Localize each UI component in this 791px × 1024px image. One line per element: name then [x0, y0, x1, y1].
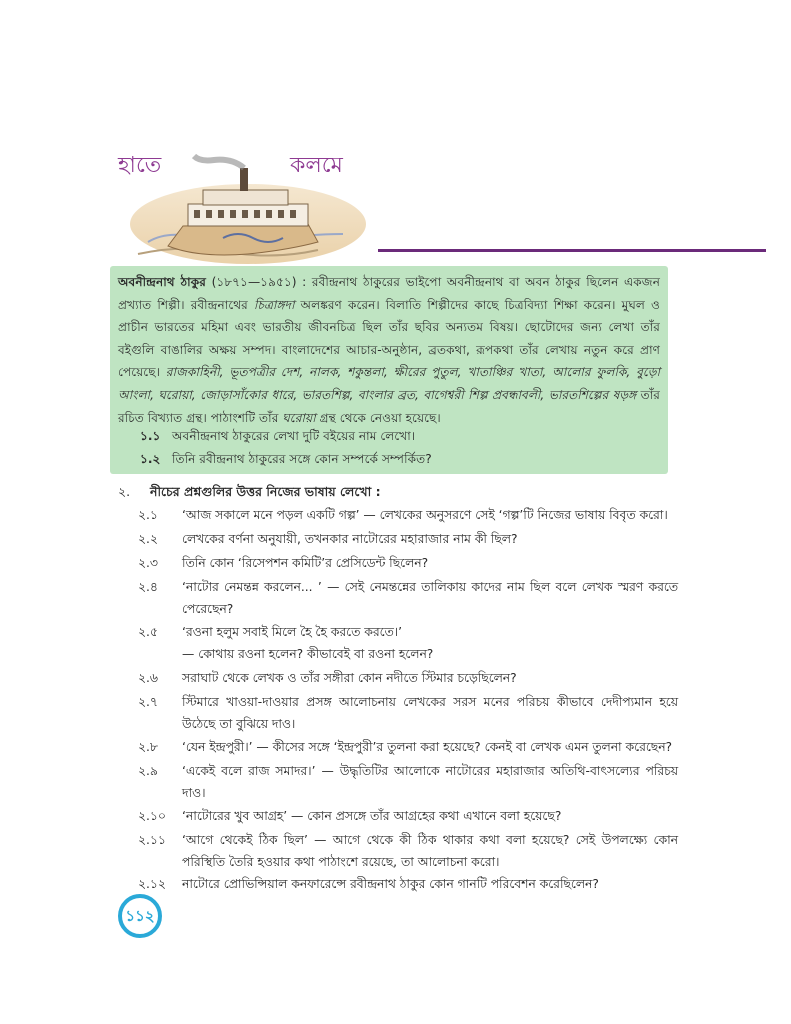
author-name: অবনীন্দ্রনাথ ঠাকুর — [118, 275, 206, 289]
question-number: ১.১ — [140, 429, 161, 443]
question-text: ‘আগে থেকেই ঠিক ছিল’ — আগে থেকে কী ঠিক থাকার কথা বলা হয়েছে? সেই উপলক্ষ্যে কোন পরিস্থিতি তৈরি হওয়ার কথা পাঠাংশে রয়েছে, তা আলোচনা করো। — [182, 833, 678, 869]
question-text: ‘রওনা হলুম সবাই মিলে হৈ হৈ করতে করতে।’ — [182, 625, 403, 639]
question-text: তিনি কোন ‘রিসেপশন কমিটি’র প্রেসিডেন্ট ছিলেন? — [182, 556, 429, 570]
question-item — [138, 692, 678, 735]
bio-intro: (১৮৭১—১৯৫১) : রবীন্দ্রনাথ ঠাকুরের ভাইপো অবনীন্দ্রনাথ বা অবন ঠাকুর ছিলেন একজন প্রখ্যাত শিল্পী। রবীন্দ্রনাথের — [118, 275, 660, 312]
question-number: ২.১০ — [138, 809, 166, 823]
question-item — [138, 577, 678, 620]
section-number: ২. — [118, 484, 131, 499]
bio-end-2: গ্রন্থ থেকে নেওয়া হয়েছে। — [315, 410, 441, 425]
question-text: ‘আজ সকালে মনে পড়ল একটি গল্প’ — লেখকের অনুসরণে সেই ‘গল্প’টি নিজের ভাষায় বিবৃত করো। — [182, 508, 668, 522]
question-text: ‘যেন ইন্দ্রপুরী।’ — কীসের সঙ্গে ‘ইন্দ্রপুরী’র তুলনা করা হয়েছে? কেনই বা লেখক এমন তুলনা করেছেন? — [182, 740, 673, 754]
author-bio-text — [118, 271, 660, 429]
question-text: ‘নাটোরের খুব আগ্রহ’ — কোন প্রসঙ্গে তাঁর আগ্রহের কথা এখানে বলা হয়েছে? — [182, 809, 562, 823]
header-title-right: কলমে — [290, 153, 343, 178]
question-text: সরাঘাট থেকে লেখক ও তাঁর সঙ্গীরা কোন নদীতে স্টিমার চড়েছিলেন? — [182, 671, 517, 685]
bio-question — [140, 451, 660, 471]
question-number: ২.৯ — [138, 764, 158, 778]
question-item — [138, 622, 678, 665]
question-text: স্টিমারে খাওয়া-দাওয়ার প্রসঙ্গ আলোচনায় লেখকের সরস মনের পরিচয় কীভাবে দেদীপ্যমান হয়ে উঠেছে তা বুঝিয়ে দাও। — [182, 695, 678, 731]
question-number: ২.১২ — [138, 877, 166, 891]
question-item — [138, 874, 678, 896]
section-title: নীচের প্রশ্নগুলির উত্তর নিজের ভাষায় লেখো : — [150, 484, 381, 499]
question-text: ‘একেই বলে রাজ সমাদর।’ — উদ্ধৃতিটির আলোকে নাটোরের মহারাজার অতিথি-বাৎসল্যের পরিচয় দাও। — [182, 764, 678, 800]
question-item — [138, 529, 678, 551]
page-number: ১১২ — [118, 894, 162, 938]
question-item — [138, 761, 678, 804]
exercise-heading — [118, 484, 381, 504]
question-text: তিনি রবীন্দ্রনাথ ঠাকুরের সঙ্গে কোন সম্পর্কে সম্পর্কিত? — [172, 452, 432, 466]
header-title-left: হাতে — [118, 153, 162, 178]
question-item — [138, 505, 678, 527]
question-number: ২.৬ — [138, 671, 158, 685]
question-text: ‘নাটোর নেমন্তন্ন করলেন... ’ — সেই নেমন্তন্নের তালিকায় কাদের নাম ছিল বলে লেখক স্মরণ করতে পেরেছেন? — [182, 580, 678, 616]
bio-book-title: চিত্রাঙ্গদা — [253, 297, 295, 312]
question-number: ২.১ — [138, 508, 158, 522]
question-number: ২.৩ — [138, 556, 158, 570]
question-number: ২.২ — [138, 532, 158, 546]
bio-end: তাঁর রচিত বিখ্যাত গ্রন্থ। পাঠাংশটি তাঁর — [118, 387, 660, 425]
question-item — [138, 668, 678, 690]
bio-question — [140, 428, 660, 448]
bio-middle: অলঙ্করণ করেন। বিলাতি শিল্পীদের কাছে চিত্রবিদ্যা শিক্ষা করেন। মুঘল ও প্রাচীন ভারতের মহিমা এবং ভারতীয় জীবনচিত্র ছিল তাঁর ছবির অন্যতম বিষয়। ছোটোদের জন্য লেখা তাঁর বইগুলি বাঙালির অক্ষয় সম্পদ। বাংলাদেশের আচার-অনুষ্ঠান, ব্রতকথা, রূপকথা তাঁর লেখায় নতুন করে প্রাণ পেয়েছে। — [118, 297, 660, 380]
question-text: অবনীন্দ্রনাথ ঠাকুরের লেখা দুটি বইয়ের নাম লেখো। — [172, 429, 416, 443]
question-item — [138, 553, 678, 575]
question-subtext: — কোথায় রওনা হলেন? কীভাবেই বা রওনা হলেন? — [182, 646, 434, 661]
section-header — [118, 140, 658, 265]
header-divider — [378, 249, 766, 252]
question-number: ২.৪ — [138, 580, 158, 594]
question-item — [138, 737, 678, 759]
author-bio-box — [110, 266, 668, 474]
question-item — [138, 806, 678, 828]
question-text: লেখকের বর্ণনা অনুযায়ী, তখনকার নাটোরের মহারাজার নাম কী ছিল? — [182, 532, 518, 546]
bio-source-book: ঘরোয়া — [282, 410, 316, 425]
question-number: ২.৮ — [138, 740, 158, 754]
question-number: ২.৭ — [138, 695, 158, 709]
question-number: ২.৫ — [138, 625, 158, 639]
question-number: ২.১১ — [138, 833, 166, 847]
question-item — [138, 830, 678, 873]
bio-book-list: রাজকাহিনী, ভূতপত্রীর দেশ, নালক, শকুন্তলা, ক্ষীরের পুতুল, খাতাঞ্চির খাতা, আলোর ফুলকি, বুড়ো আংলা, ঘরোয়া, জোড়াসাঁকোর ধারে, ভারতশিল্প, বাংলার ব্রত, বাগেশ্বরী শিল্প প্রবন্ধাবলী, ভারতশিল্পের ষড়ঙ্গ — [118, 365, 660, 402]
question-number: ১.২ — [140, 452, 161, 466]
question-text: নাটোরে প্রোভিন্সিয়াল কনফারেন্সে রবীন্দ্রনাথ ঠাকুর কোন গানটি পরিবেশন করেছিলেন? — [182, 877, 599, 891]
